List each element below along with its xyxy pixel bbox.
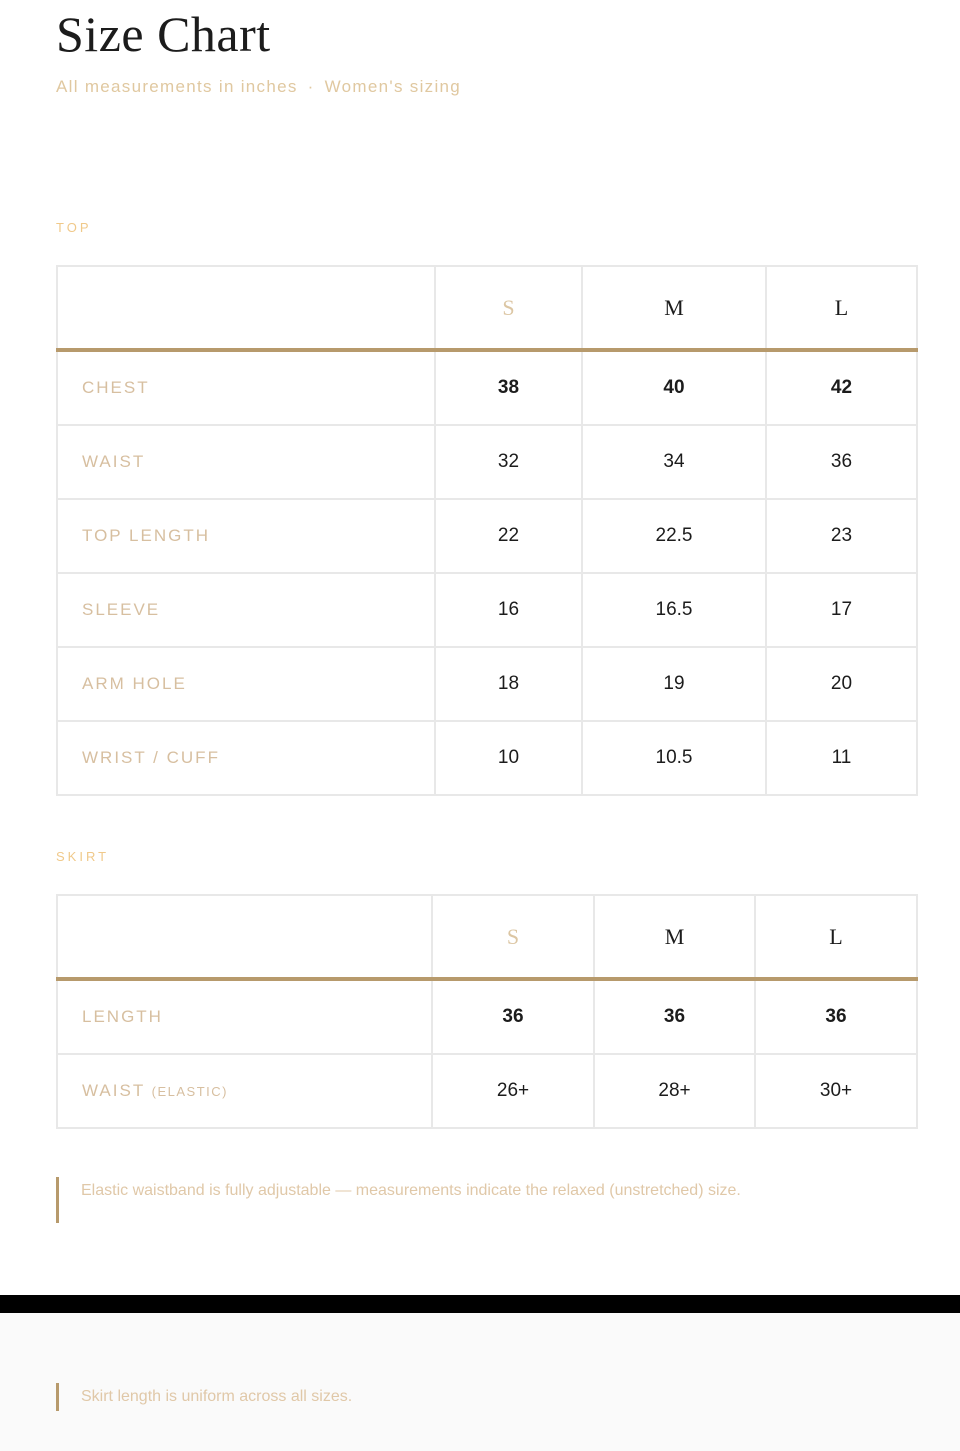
cell-value: 36 [432, 979, 594, 1054]
cell-value: 16.5 [582, 573, 766, 647]
cell-value: 11 [766, 721, 917, 795]
row-label-text: WAIST [82, 1081, 145, 1100]
section-label-top: TOP [56, 220, 92, 235]
size-header-l: L [766, 266, 917, 350]
cell-value: 34 [582, 425, 766, 499]
table-row [57, 499, 917, 573]
table-row [57, 425, 917, 499]
cell-value: 36 [594, 979, 755, 1054]
elastic-note-text: Elastic waistband is fully adjustable — measurements indicate the relaxed (unstretched) size. [81, 1182, 741, 1199]
cell-value: 32 [435, 425, 582, 499]
cell-value: 22.5 [582, 499, 766, 573]
row-label-wrist-cuff: WRIST / CUFF [57, 721, 435, 795]
cell-value: 19 [582, 647, 766, 721]
table-row [57, 350, 917, 425]
size-header-m: M [582, 266, 766, 350]
row-label-top-length: TOP LENGTH [57, 499, 435, 573]
cell-value: 16 [435, 573, 582, 647]
bottom-panel [0, 1313, 960, 1451]
page-title: Size Chart [56, 6, 271, 62]
row-label-length: LENGTH [57, 979, 432, 1054]
length-note-text: Skirt length is uniform across all sizes. [81, 1388, 353, 1405]
top-size-table [56, 265, 918, 796]
cell-value: 10.5 [582, 721, 766, 795]
row-label-sleeve: SLEEVE [57, 573, 435, 647]
subtitle [56, 76, 461, 98]
header-corner-cell [57, 266, 435, 350]
cell-value: 10 [435, 721, 582, 795]
row-label-chest: CHEST [57, 350, 435, 425]
size-header-l: L [755, 895, 917, 979]
row-label-waist: WAIST [57, 425, 435, 499]
table-header-row [57, 895, 917, 979]
section-label-skirt: SKIRT [56, 849, 110, 864]
cell-value: 38 [435, 350, 582, 425]
skirt-size-table [56, 894, 918, 1129]
subtitle-audience: Women's sizing [324, 77, 462, 96]
cell-value: 36 [755, 979, 917, 1054]
length-note [56, 1383, 941, 1411]
cell-value: 26+ [432, 1054, 594, 1128]
header-corner-cell [57, 895, 432, 979]
table-row [57, 1054, 917, 1128]
divider-bar [0, 1295, 960, 1313]
table-row [57, 573, 917, 647]
cell-value: 20 [766, 647, 917, 721]
cell-value: 18 [435, 647, 582, 721]
table-header-row [57, 266, 917, 350]
size-header-s: S [432, 895, 594, 979]
cell-value: 17 [766, 573, 917, 647]
subtitle-units: All measurements in inches [56, 77, 298, 96]
size-header-m: M [594, 895, 755, 979]
table-row [57, 721, 917, 795]
cell-value: 23 [766, 499, 917, 573]
subtitle-separator: · [307, 77, 315, 96]
size-header-s: S [435, 266, 582, 350]
cell-value: 40 [582, 350, 766, 425]
cell-value: 36 [766, 425, 917, 499]
row-label-waist-elastic [57, 1054, 432, 1128]
cell-value: 28+ [594, 1054, 755, 1128]
cell-value: 30+ [755, 1054, 917, 1128]
table-row [57, 647, 917, 721]
elastic-note [56, 1177, 941, 1223]
cell-value: 22 [435, 499, 582, 573]
row-label-note: (ELASTIC) [151, 1084, 228, 1099]
cell-value: 42 [766, 350, 917, 425]
row-label-arm-hole: ARM HOLE [57, 647, 435, 721]
table-row [57, 979, 917, 1054]
